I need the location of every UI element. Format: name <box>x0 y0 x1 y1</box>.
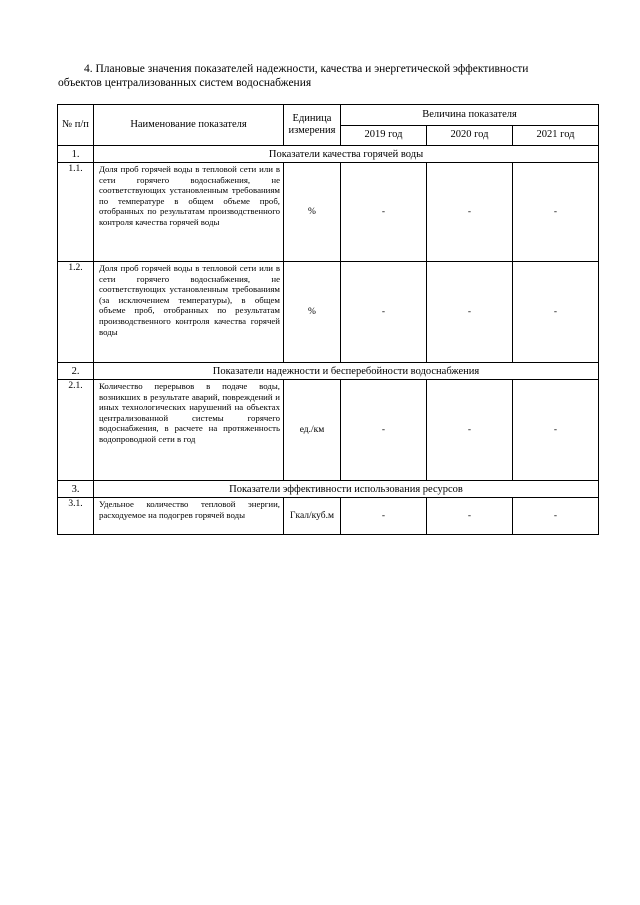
document-title <box>58 62 598 90</box>
header-value: Величина показателя <box>341 105 599 126</box>
row-value-2021: - <box>513 380 599 481</box>
header-name: Наименование показателя <box>94 105 284 146</box>
row-num: 1.1. <box>58 163 94 262</box>
title-line-2: объектов централизованных систем водоснабжения <box>58 77 312 89</box>
table-row <box>58 262 599 363</box>
section-num: 2. <box>58 363 94 380</box>
row-indicator-name: Количество перерывов в подаче воды, возникших в результате аварий, повреждений и иных технологических нарушений на объектах централизованной системы горячего водоснабжения, в расчете на протяженность водопроводной сети в год <box>94 380 284 481</box>
row-value-2021: - <box>513 262 599 363</box>
indicators-table <box>57 104 599 535</box>
row-value-2019: - <box>341 262 427 363</box>
header-num: № п/п <box>58 105 94 146</box>
row-value-2020: - <box>427 163 513 262</box>
row-value-2019: - <box>341 163 427 262</box>
row-indicator-name: Доля проб горячей воды в тепловой сети или в сети горячего водоснабжения, не соответствующих установленным требованиям (за исключением температуры), в общем объеме проб, отобранных по результатам производственного контроля качества горячей воды <box>94 262 284 363</box>
row-unit: Гкал/куб.м <box>284 498 341 535</box>
table-row <box>58 163 599 262</box>
row-unit: % <box>284 163 341 262</box>
header-year-2020: 2020 год <box>427 125 513 146</box>
header-row-1 <box>58 105 599 126</box>
section-row-1 <box>58 146 599 163</box>
section-num: 1. <box>58 146 94 163</box>
row-num: 1.2. <box>58 262 94 363</box>
title-line-1: 4. Плановые значения показателей надежности, качества и энергетической эффективности <box>84 63 529 75</box>
row-value-2020: - <box>427 498 513 535</box>
header-year-2019: 2019 год <box>341 125 427 146</box>
row-num: 2.1. <box>58 380 94 481</box>
section-title: Показатели эффективности использования ресурсов <box>94 481 599 498</box>
section-title: Показатели качества горячей воды <box>94 146 599 163</box>
section-row-3 <box>58 481 599 498</box>
row-indicator-name: Удельное количество тепловой энергии, расходуемое на подогрев горячей воды <box>94 498 284 535</box>
table-row <box>58 498 599 535</box>
row-value-2019: - <box>341 498 427 535</box>
header-unit: Единица измерения <box>284 105 341 146</box>
row-unit: % <box>284 262 341 363</box>
section-num: 3. <box>58 481 94 498</box>
section-title: Показатели надежности и бесперебойности водоснабжения <box>94 363 599 380</box>
header-year-2021: 2021 год <box>513 125 599 146</box>
section-row-2 <box>58 363 599 380</box>
table-row <box>58 380 599 481</box>
table-body <box>58 105 599 535</box>
row-unit: ед./км <box>284 380 341 481</box>
row-value-2021: - <box>513 498 599 535</box>
row-value-2020: - <box>427 380 513 481</box>
row-value-2020: - <box>427 262 513 363</box>
row-value-2019: - <box>341 380 427 481</box>
row-value-2021: - <box>513 163 599 262</box>
row-num: 3.1. <box>58 498 94 535</box>
row-indicator-name: Доля проб горячей воды в тепловой сети или в сети горячего водоснабжения, не соответствующих установленным требованиям по температуре в общем объеме проб, отобранных по результатам производственного контроля качества горячей воды <box>94 163 284 262</box>
